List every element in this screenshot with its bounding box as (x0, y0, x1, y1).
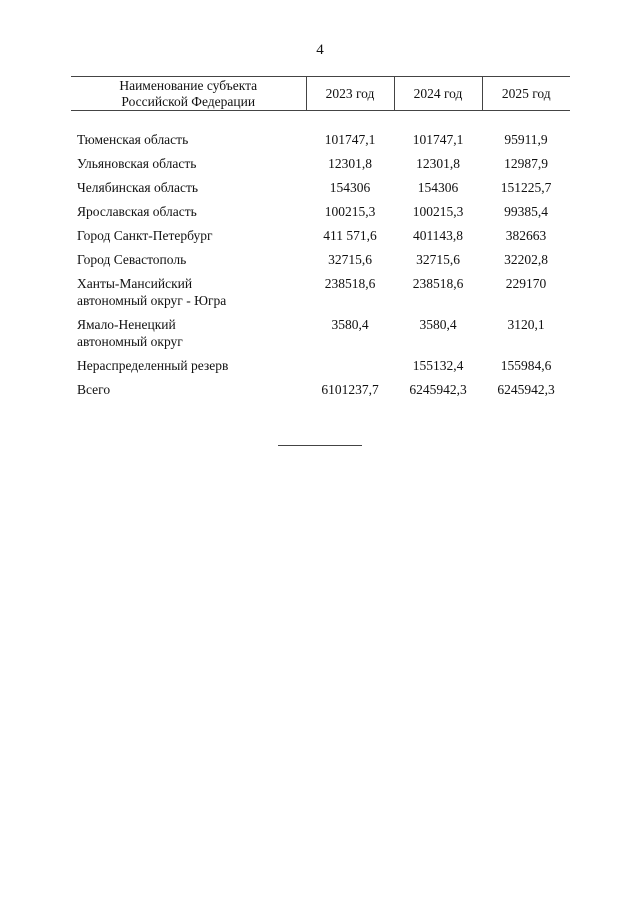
row-value-2023: 101747,1 (324, 132, 376, 147)
row-value-2024: 401143,8 (412, 228, 464, 243)
row-value-2023: 154306 (329, 180, 371, 195)
header-subject-name-line1: Наименование субъекта (119, 77, 258, 93)
row-value-2025: 99385,4 (504, 204, 548, 219)
row-value-2024: 101747,1 (412, 132, 464, 147)
row-value-2025: 95911,9 (504, 132, 548, 147)
table-body (71, 111, 570, 403)
row-value-2024: 238518,6 (412, 276, 464, 291)
row-subject-name-line2: автономный округ (77, 334, 183, 349)
row-subject-name: Ульяновская область (77, 156, 197, 171)
row-value-2025: 382663 (505, 228, 547, 243)
table-spacer-row (71, 111, 570, 129)
page-number: 4 (316, 42, 324, 58)
row-subject-name-line2: автономный округ - Югра (77, 293, 227, 308)
header-year-2024: 2024 год (394, 77, 482, 111)
header-subject-name (71, 77, 306, 111)
table-row (71, 152, 570, 176)
row-value-2024: 155132,4 (412, 358, 464, 373)
row-value-2024: 3580,4 (419, 317, 457, 332)
row-subject-name (71, 272, 306, 313)
table-row (71, 224, 570, 248)
row-value-2025: 229170 (505, 276, 547, 291)
row-value-2023: 6101237,7 (321, 382, 379, 397)
row-subject-name: Всего (77, 382, 111, 397)
row-value-2025: 3120,1 (507, 317, 545, 332)
row-value-2023: 3580,4 (331, 317, 369, 332)
row-subject-name: Город Севастополь (77, 252, 187, 267)
table-row (71, 272, 570, 313)
row-subject-name: Город Санкт-Петербург (77, 228, 213, 243)
table-row (71, 200, 570, 224)
row-value-2023 (306, 354, 394, 378)
end-of-document-rule (278, 445, 362, 446)
header-year-2025: 2025 год (482, 77, 570, 111)
row-value-2024: 32715,6 (416, 252, 460, 267)
row-subject-name: Ярославская область (77, 204, 197, 219)
row-value-2025: 32202,8 (504, 252, 548, 267)
row-value-2025: 151225,7 (500, 180, 552, 195)
row-value-2024: 6245942,3 (409, 382, 467, 397)
row-value-2023: 12301,8 (328, 156, 372, 171)
row-value-2024: 154306 (417, 180, 459, 195)
row-value-2023: 32715,6 (328, 252, 372, 267)
header-subject-name-line2: Российской Федерации (121, 93, 256, 109)
header-year-2023: 2023 год (306, 77, 394, 111)
row-value-2025: 155984,6 (500, 358, 552, 373)
row-subject-name-line1: Ханты-Мансийский (77, 276, 193, 291)
table-row (71, 354, 570, 378)
table-row-total (71, 378, 570, 402)
row-value-2023: 100215,3 (324, 204, 376, 219)
row-subject-name: Челябинская область (77, 180, 199, 195)
row-subject-name-line1: Ямало-Ненецкий (77, 317, 176, 332)
row-value-2024: 100215,3 (412, 204, 464, 219)
row-value-2025: 6245942,3 (497, 382, 555, 397)
row-subject-name: Тюменская область (77, 132, 189, 147)
table-row (71, 248, 570, 272)
row-value-2024: 12301,8 (416, 156, 460, 171)
row-value-2023: 238518,6 (324, 276, 376, 291)
table-row (71, 128, 570, 152)
budget-table (71, 76, 570, 402)
row-subject-name (71, 313, 306, 354)
table-row (71, 176, 570, 200)
row-value-2025: 12987,9 (504, 156, 548, 171)
table-row (71, 313, 570, 354)
row-subject-name: Нераспределенный резерв (77, 358, 229, 373)
row-value-2023: 411 571,6 (323, 228, 377, 243)
table-header (71, 77, 570, 111)
table-header-row (71, 77, 570, 111)
